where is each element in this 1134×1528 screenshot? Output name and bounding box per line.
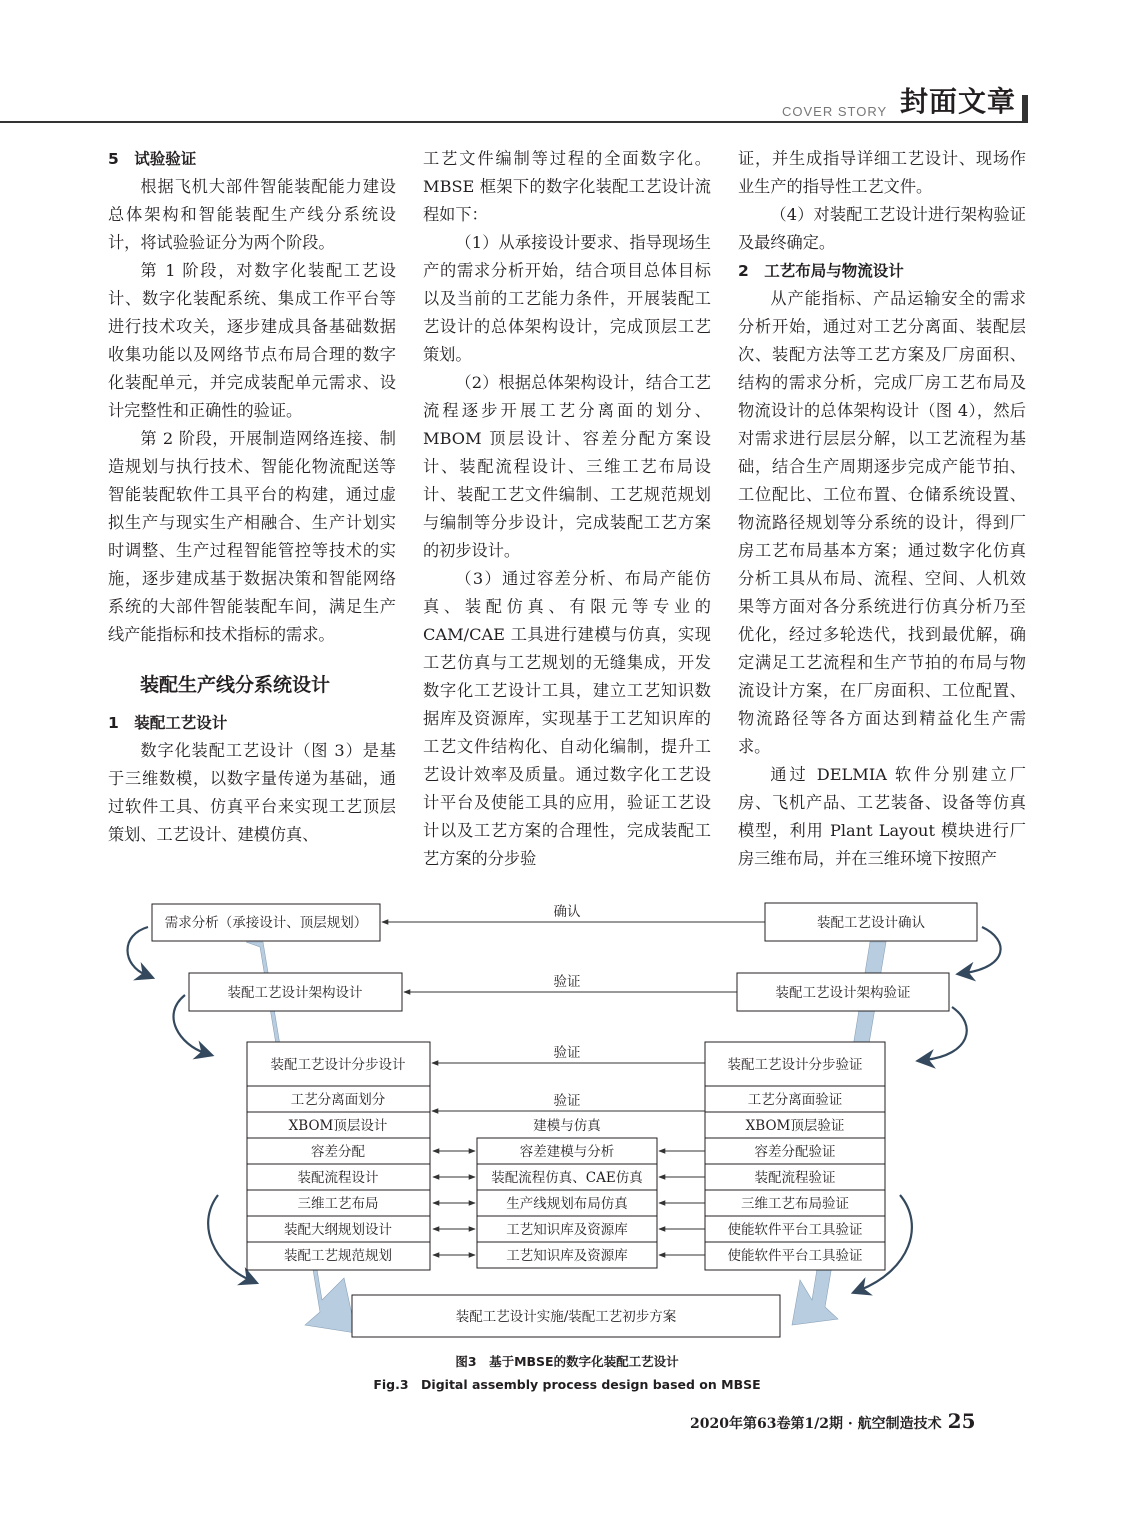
right-item: XBOM顶层验证 [745, 1118, 845, 1134]
right-item: 容差分配验证 [754, 1144, 836, 1160]
paragraph: （4）对装配工艺设计进行架构验证及最终确定。 [738, 205, 1026, 252]
section-heading: 1 装配工艺设计 [108, 714, 228, 732]
left-item: XBOM顶层设计 [288, 1118, 388, 1134]
header-rule-block [1022, 95, 1028, 123]
arrow-label-verify-3: 验证 [553, 1093, 581, 1109]
right-item: 使能软件平台工具验证 [727, 1248, 863, 1264]
paragraph: 第 2 阶段，开展制造网络连接、制造规划与执行技术、智能化物流配送等智能装配软件工具平台的构建，通过虚拟生产与现实生产相融合、生产计划实时调整、生产过程智能管控等技术的实施，逐步建成基于数据决策和智能网络系统的大部件智能装配车间，满足生产线产能指标和技术指标的需求。 [108, 429, 396, 644]
page-footer [690, 1409, 976, 1433]
right-item: 装配流程验证 [754, 1170, 836, 1186]
right-item: 使能软件平台工具验证 [727, 1222, 863, 1238]
paragraph: 工艺文件编制等过程的全面数字化。MBSE 框架下的数字化装配工艺设计流程如下： [423, 149, 711, 224]
label-arch-verify: 装配工艺设计架构验证 [775, 985, 911, 1001]
arrow-label-modeling: 建模与仿真 [533, 1118, 601, 1134]
right-item: 工艺分离面验证 [747, 1092, 843, 1108]
mid-item: 工艺知识库及资源库 [506, 1222, 628, 1238]
right-item: 三维工艺布局验证 [741, 1196, 849, 1212]
header-rule [0, 121, 1028, 123]
figure-caption-en: Fig.3 Digital assembly process design based on MBSE [373, 1377, 761, 1392]
label-requirement: 需求分析（承接设计、顶层规划） [164, 915, 368, 931]
paragraph: （3）通过容差分析、布局产能仿真、装配仿真、有限元等专业的 CAM/CAE 工具进行建模与仿真，实现工艺仿真与工艺规划的无缝集成，开发数字化工艺设计工具，建立工艺知识数据库及资源库，实现基于工艺知识库的工艺文件结构化、自动化编制，提升工艺设计效率及质量。通过数字化工艺设计平台及使能工具的应用，验证工艺设计以及工艺方案的合理性，完成装配工艺方案的分步验 [423, 569, 711, 868]
mid-item: 容差建模与分析 [519, 1144, 615, 1160]
label-confirm-box: 装配工艺设计确认 [817, 915, 925, 931]
section-heading: 2 工艺布局与物流设计 [738, 262, 904, 280]
left-item: 装配流程设计 [297, 1170, 379, 1186]
text-column-2 [423, 145, 711, 873]
journal-info: 2020年第63卷第1/2期 · 航空制造技术 [690, 1416, 942, 1432]
paragraph: 数字化装配工艺设计（图 3）是基于三维数模，以数字量传递为基础，通过软件工具、仿真平台来实现工艺顶层策划、工艺设计、建模仿真、 [108, 741, 396, 844]
label-step-verify: 装配工艺设计分步验证 [727, 1057, 863, 1073]
label-step-design: 装配工艺设计分步设计 [270, 1057, 406, 1073]
mid-item: 生产线规划布局仿真 [506, 1196, 628, 1212]
left-item: 工艺分离面划分 [290, 1092, 386, 1108]
text-column-3 [738, 145, 1026, 873]
label-arch-design: 装配工艺设计架构设计 [227, 985, 363, 1001]
arrow-label-verify-1: 验证 [553, 974, 581, 990]
paragraph: （1）从承接设计要求、指导现场生产的需求分析开始，结合项目总体目标以及当前的工艺能力条件，开展装配工艺设计的总体架构设计，完成顶层工艺策划。 [423, 233, 711, 364]
paragraph: 通过 DELMIA 软件分别建立厂房、飞机产品、工艺装备、设备等仿真模型，利用 Plant Layout 模块进行厂房三维布局，并在三维环境下按照产 [738, 765, 1026, 868]
header-chinese: 封面文章 [900, 85, 1017, 118]
paragraph: 证，并生成指导详细工艺设计、现场作业生产的指导性工艺文件。 [738, 149, 1026, 196]
mid-item: 装配流程仿真、CAE仿真 [491, 1170, 643, 1186]
paragraph: 根据飞机大部件智能装配能力建设总体架构和智能装配生产线分系统设计，将试验验证分为两个阶段。 [108, 177, 396, 252]
label-implementation: 装配工艺设计实施/装配工艺初步方案 [455, 1309, 677, 1325]
section-heading: 装配生产线分系统设计 [140, 674, 331, 696]
paragraph: 从产能指标、产品运输安全的需求分析开始，通过对工艺分离面、装配层次、装配方法等工艺方案及厂房面积、结构的需求分析，完成厂房工艺布局及物流设计的总体架构设计（图 4），然后对需求进行层层分解，以工艺流程为基础，结合生产周期逐步完成产能节拍、工位配比、工位布置、仓储系统设置、物流路径规划等分系统的设计，得到厂房工艺布局基本方案；通过数字化仿真分析工具从布局、流程、空间、人机效果等方面对各分系统进行仿真分析乃至优化，经过多轮迭代，找到最优解，确定满足工艺流程和生产节拍的布局与物流设计方案，在厂房面积、工位配置、物流路径等各方面达到精益化生产需求。 [738, 289, 1026, 756]
header-english: COVER STORY [782, 104, 888, 119]
figure-3-diagram [100, 895, 1030, 1345]
figure-caption-cn: 图3 基于MBSE的数字化装配工艺设计 [455, 1354, 679, 1369]
arrow-label-confirm: 确认 [553, 904, 581, 920]
left-item: 装配工艺规范规划 [284, 1248, 392, 1264]
left-item: 容差分配 [311, 1144, 365, 1160]
page-number: 25 [947, 1409, 976, 1433]
left-item: 装配大纲规划设计 [284, 1222, 392, 1238]
section-heading: 5 试验验证 [108, 150, 197, 168]
mid-item: 工艺知识库及资源库 [506, 1248, 628, 1264]
left-item: 三维工艺布局 [297, 1196, 379, 1212]
text-column-1 [108, 145, 396, 849]
arrow-label-verify-2: 验证 [553, 1045, 581, 1061]
paragraph: 第 1 阶段，对数字化装配工艺设计、数字化装配系统、集成工作平台等进行技术攻关，逐步建成具备基础数据收集功能以及网络节点布局合理的数字化装配单元，并完成装配单元需求、设计完整性和正确性的验证。 [108, 261, 396, 420]
paragraph: （2）根据总体架构设计，结合工艺流程逐步开展工艺分离面的划分、MBOM 顶层设计、容差分配方案设计、装配流程设计、三维工艺布局设计、装配工艺文件编制、工艺规范规划与编制等分步设计，完成装配工艺方案的初步设计。 [423, 373, 711, 560]
